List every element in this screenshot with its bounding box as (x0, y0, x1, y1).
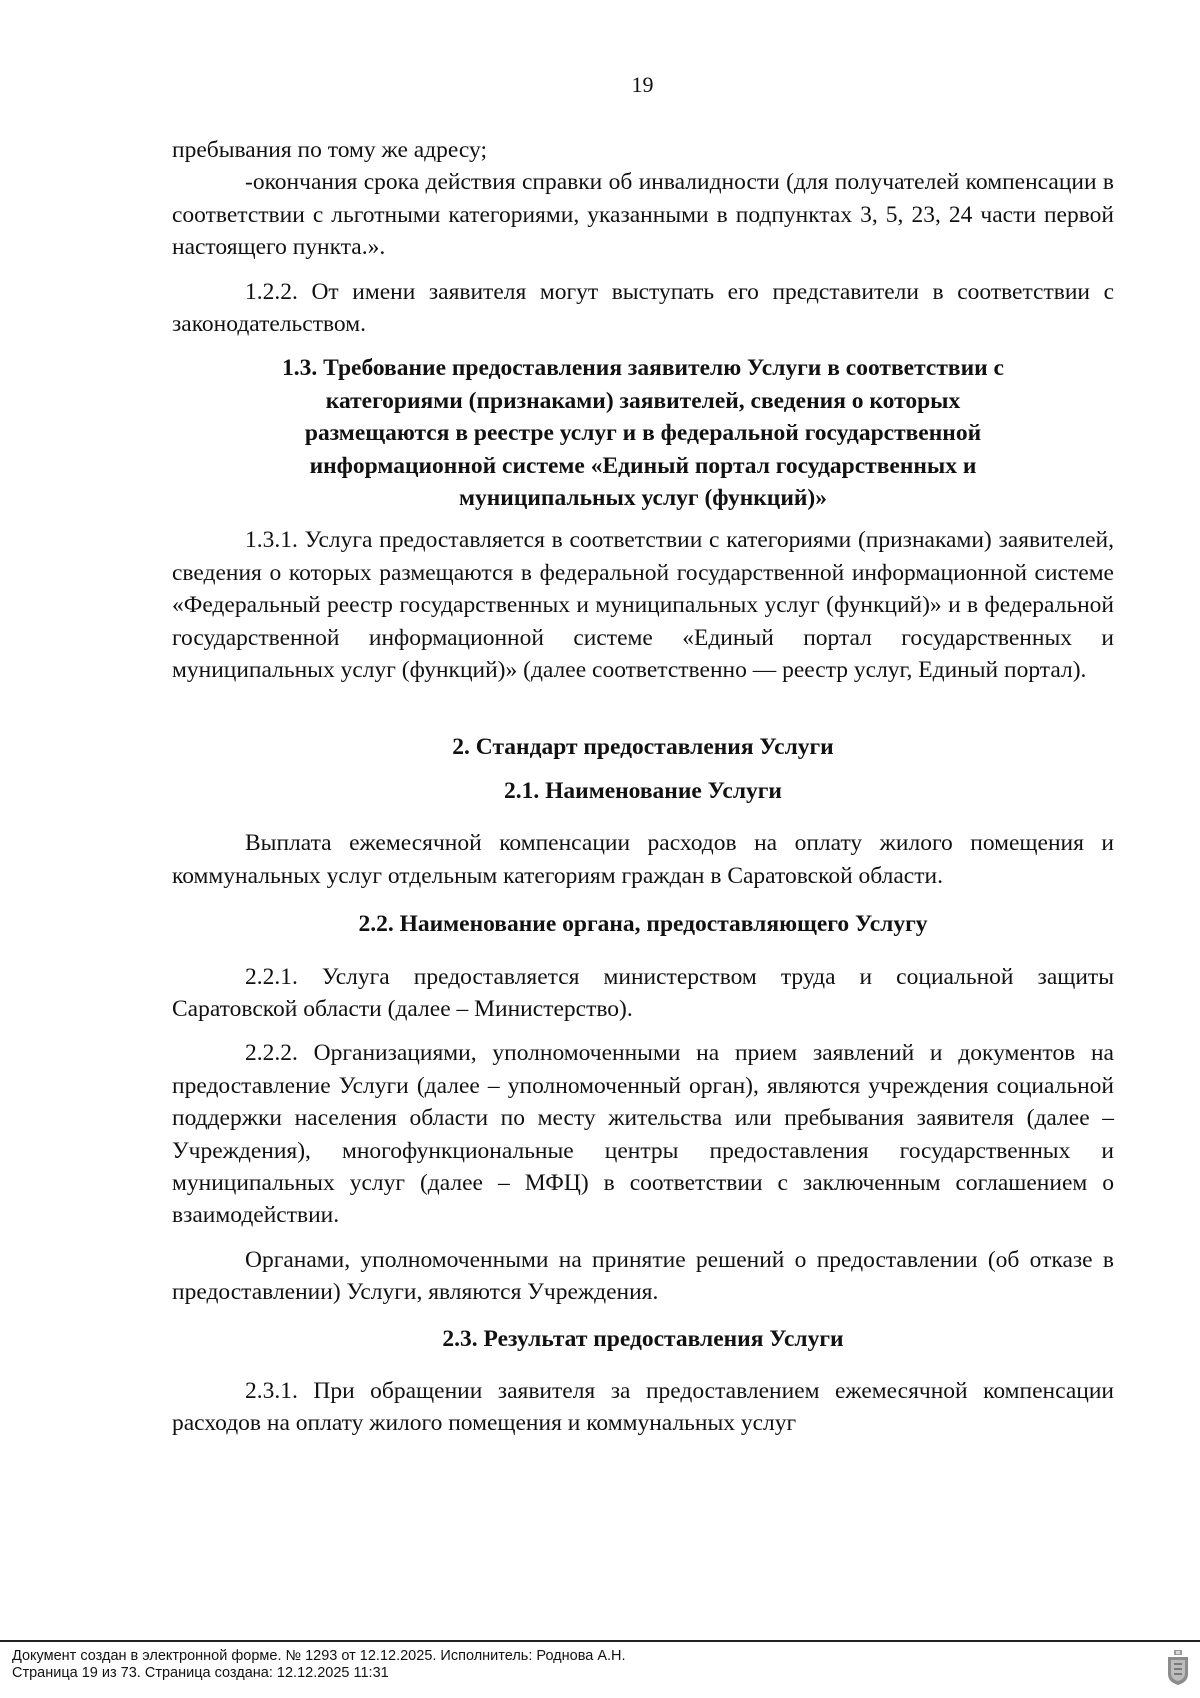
heading-2-1: 2.1. Наименование Услуги (504, 777, 782, 804)
page-number: 19 (631, 72, 654, 97)
paragraph-2-2-1: 2.2.1. Услуга предоставляется министерством труда и социальной защиты Саратовской области (далее – Министерство). (172, 963, 1114, 1022)
paragraph-continuation: пребывания по тому же адресу; (172, 137, 487, 163)
heading-1-3-line: муниципальных услуг (функций)» (458, 485, 827, 512)
heading-2-3: 2.3. Результат предоставления Услуги (442, 1325, 844, 1352)
heading-section-2: 2. Стандарт предоставления Услуги (452, 733, 834, 760)
document-footer (0, 1640, 1200, 1698)
paragraph-2-3-1: 2.3.1. При обращении заявителя за предоставлением ежемесячной компенсации расходов на оплату жилого помещения и коммунальных услуг (172, 1378, 1114, 1437)
coat-of-arms-icon (1166, 1650, 1190, 1686)
footer-document-info: Документ создан в электронной форме. № 1293 от 12.12.2025. Исполнитель: Роднова А.Н. (12, 1648, 626, 1664)
heading-1-3-line: 1.3. Требование предоставления заявителю Услуги в соответствии с (282, 355, 1004, 382)
paragraph-2-2-2: 2.2.2. Организациями, уполномоченными на прием заявлений и документов на предоставление Услуги (далее – уполномоченный орган), являются учреждения социальной поддержки населения области по месту жительства или пребывания заявителя (далее – Учреждения), многофункциональные центры предоставления государственных и муниципальных услуг (далее – МФЦ) в соответствии с заключенным соглашением о взаимодействии. (172, 1040, 1114, 1229)
heading-2-2: 2.2. Наименование органа, предоставляющего Услугу (358, 911, 928, 938)
paragraph-1-2-2: 1.2.2. От имени заявителя могут выступать его представители в соответствии с законодательством. (172, 278, 1114, 338)
paragraph-decision-bodies: Органами, уполномоченными на принятие решений о предоставлении (об отказе в предоставлении) Услуги, являются Учреждения. (172, 1246, 1114, 1306)
document-body (172, 134, 1114, 1440)
heading-1-3-line: категориями (признаками) заявителей, сведения о которых (325, 387, 961, 414)
heading-1-3-line: размещаются в реестре услуг и в федеральной государственной (304, 420, 982, 447)
footer-page-info: Страница 19 из 73. Страница создана: 12.12.2025 11:31 (12, 1665, 389, 1681)
paragraph-disability-certificate: -окончания срока действия справки об инвалидности (для получателей компенсации в соответствии с льготными категориями, указанными в подпунктах 3, 5, 23, 24 части первой настоящего пункта.». (172, 169, 1114, 261)
paragraph-service-name: Выплата ежемесячной компенсации расходов на оплату жилого помещения и коммунальных услуг отдельным категориям граждан в Саратовской области. (172, 830, 1114, 889)
heading-1-3-line: информационной системе «Единый портал государственных и (309, 452, 977, 479)
heading-1-3 (172, 352, 1114, 514)
paragraph-1-3-1: 1.3.1. Услуга предоставляется в соответствии с категориями (признаками) заявителей, сведения о которых размещаются в федеральной государственной информационной системе «Федеральный реестр государственных и муниципальных услуг (функций)» и в федеральной государственной информационной системе «Единый портал государственных и муниципальных услуг (функций)» (далее соответственно — реестр услуг, Единый портал). (172, 527, 1114, 684)
